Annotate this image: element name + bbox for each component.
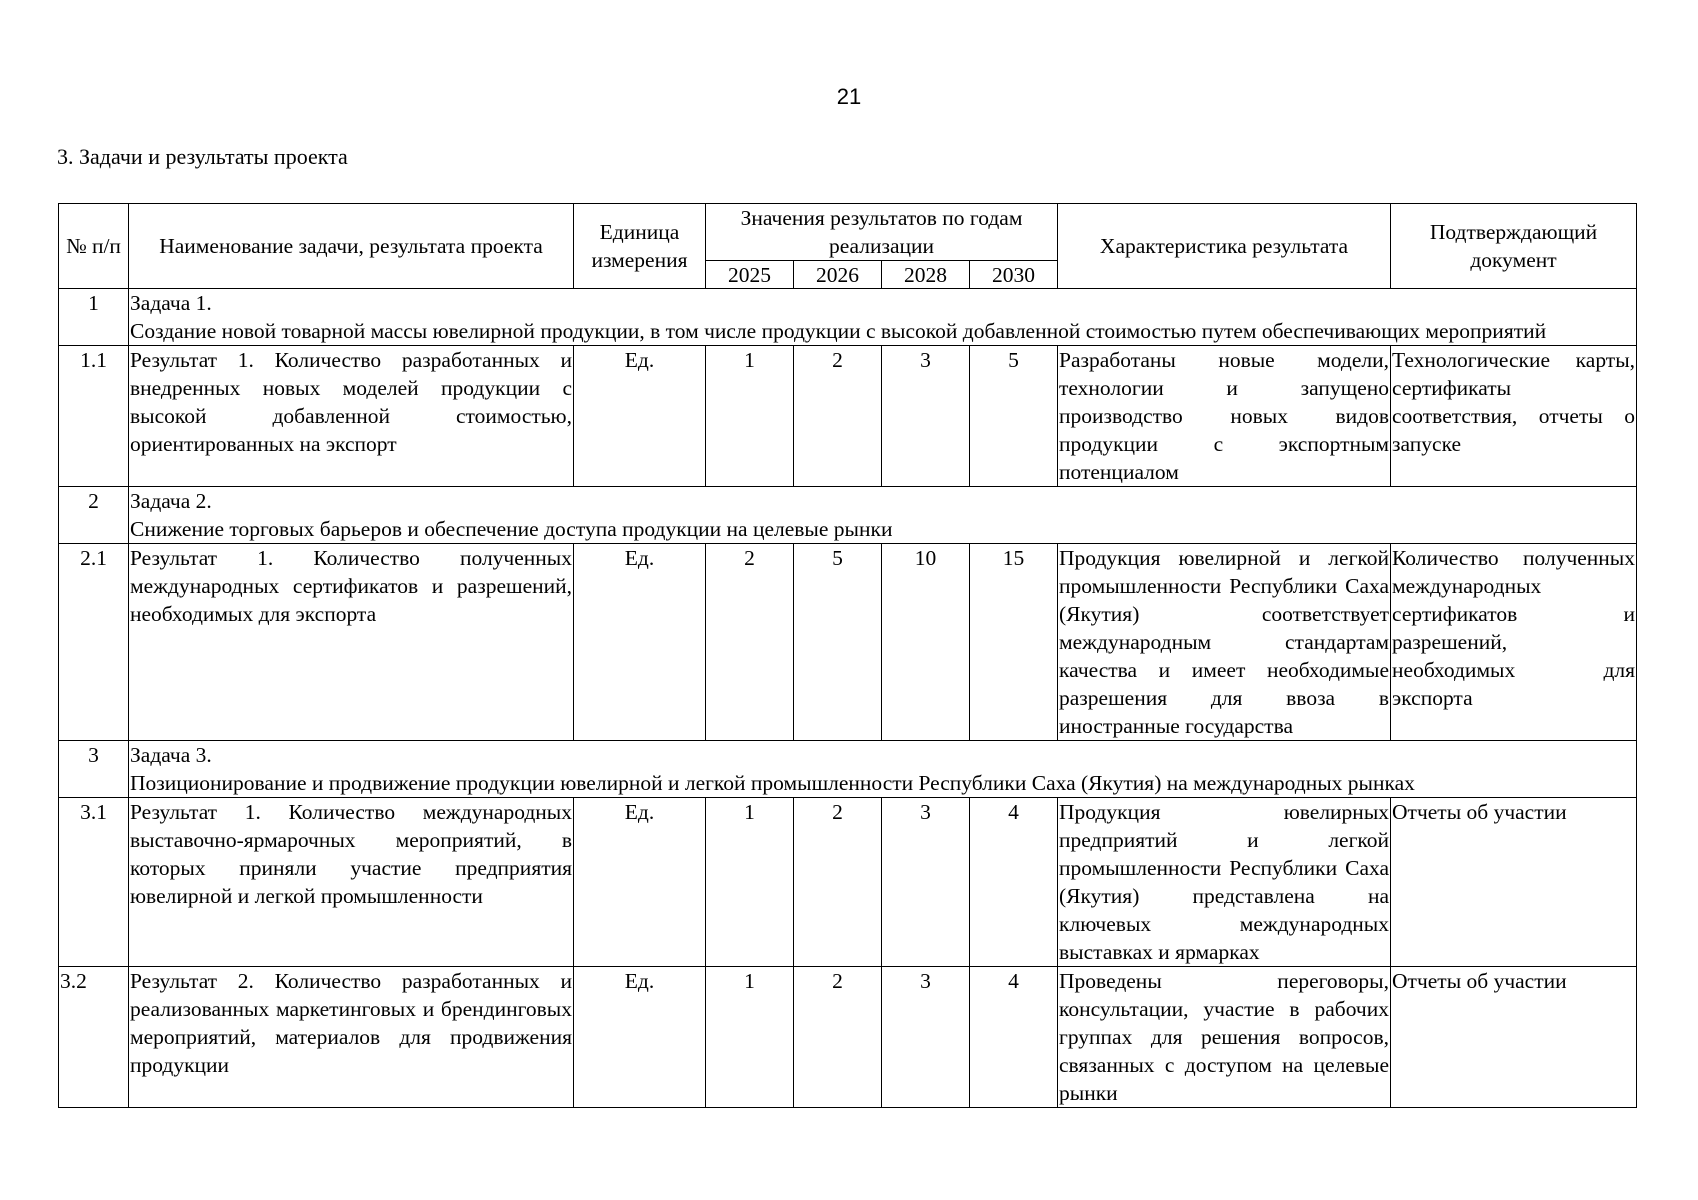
- header-num: № п/п: [59, 204, 129, 289]
- task-description: Снижение торговых барьеров и обеспечение доступа продукции на целевые рынки: [130, 517, 893, 541]
- header-year: 2030: [970, 261, 1058, 289]
- result-unit: Ед.: [574, 544, 706, 741]
- task-num: 1: [59, 289, 129, 346]
- result-num: 3.2: [59, 967, 129, 1108]
- result-characteristic: Продукция ювелирной и легкой промышленности Республики Саха (Якутия) соответствует международным стандартам качества и имеет необходимые разрешения для ввоза в иностранные государства: [1058, 544, 1391, 741]
- header-name: Наименование задачи, результата проекта: [129, 204, 574, 289]
- section-title: 3. Задачи и результаты проекта: [57, 144, 348, 169]
- results-table: [58, 203, 1637, 1108]
- result-value-2026: 2: [794, 346, 882, 487]
- result-value-2026: 5: [794, 544, 882, 741]
- task-row: [59, 289, 1637, 346]
- result-value-2025: 1: [706, 798, 794, 967]
- result-characteristic: Разработаны новые модели, технологии и запущено производство новых видов продукции с экспортным потенциалом: [1058, 346, 1391, 487]
- task-num: 3: [59, 741, 129, 798]
- result-document: Отчеты об участии: [1391, 967, 1637, 1108]
- result-row: [59, 967, 1637, 1108]
- result-value-2028: 3: [882, 798, 970, 967]
- result-value-2026: 2: [794, 967, 882, 1108]
- task-cell: [129, 741, 1637, 798]
- header-year: 2025: [706, 261, 794, 289]
- result-value-2026: 2: [794, 798, 882, 967]
- result-unit: Ед.: [574, 346, 706, 487]
- task-title: Задача 1.: [130, 291, 212, 315]
- result-unit: Ед.: [574, 967, 706, 1108]
- result-row: [59, 544, 1637, 741]
- result-value-2028: 3: [882, 967, 970, 1108]
- result-unit: Ед.: [574, 798, 706, 967]
- task-title: Задача 2.: [130, 489, 212, 513]
- result-row: [59, 346, 1637, 487]
- result-value-2028: 10: [882, 544, 970, 741]
- result-value-2030: 15: [970, 544, 1058, 741]
- result-row: [59, 798, 1637, 967]
- result-name: Результат 1. Количество полученных международных сертификатов и разрешений, необходимых для экспорта: [129, 544, 574, 741]
- task-row: [59, 741, 1637, 798]
- result-name: Результат 1. Количество разработанных и внедренных новых моделей продукции с высокой добавленной стоимостью, ориентированных на экспорт: [129, 346, 574, 487]
- result-document: Отчеты об участии: [1391, 798, 1637, 967]
- header-unit: Единица измерения: [574, 204, 706, 289]
- result-value-2028: 3: [882, 346, 970, 487]
- header-year: 2028: [882, 261, 970, 289]
- header-document: Подтверждающий документ: [1391, 204, 1637, 289]
- result-document: Количество полученных международных сертификатов и разрешений, необходимых для экспорта: [1391, 544, 1637, 741]
- result-characteristic: Проведены переговоры, консультации, участие в рабочих группах для решения вопросов, связанных с доступом на целевые рынки: [1058, 967, 1391, 1108]
- result-value-2030: 4: [970, 967, 1058, 1108]
- result-value-2030: 5: [970, 346, 1058, 487]
- header-values-group: Значения результатов по годам реализации: [706, 204, 1058, 261]
- task-cell: [129, 487, 1637, 544]
- task-row: [59, 487, 1637, 544]
- task-description: Позиционирование и продвижение продукции ювелирной и легкой промышленности Республики Саха (Якутия) на международных рынках: [130, 771, 1415, 795]
- task-title: Задача 3.: [130, 743, 212, 767]
- result-document: Технологические карты, сертификаты соответствия, отчеты о запуске: [1391, 346, 1637, 487]
- result-name: Результат 1. Количество международных выставочно-ярмарочных мероприятий, в которых приняли участие предприятия ювелирной и легкой промышленности: [129, 798, 574, 967]
- result-value-2025: 1: [706, 967, 794, 1108]
- result-value-2025: 2: [706, 544, 794, 741]
- result-value-2025: 1: [706, 346, 794, 487]
- header-year: 2026: [794, 261, 882, 289]
- table-header: [59, 204, 1637, 289]
- page-number: 21: [836, 84, 862, 109]
- result-value-2030: 4: [970, 798, 1058, 967]
- result-characteristic: Продукция ювелирных предприятий и легкой промышленности Республики Саха (Якутия) представлена на ключевых международных выставках и ярмарках: [1058, 798, 1391, 967]
- task-description: Создание новой товарной массы ювелирной продукции, в том числе продукции с высокой добавленной стоимостью путем обеспечивающих мероприятий: [130, 319, 1547, 343]
- task-cell: [129, 289, 1637, 346]
- task-num: 2: [59, 487, 129, 544]
- header-characteristic: Характеристика результата: [1058, 204, 1391, 289]
- result-name: Результат 2. Количество разработанных и реализованных маркетинговых и брендинговых мероприятий, материалов для продвижения продукции: [129, 967, 574, 1108]
- result-num: 1.1: [59, 346, 129, 487]
- result-num: 3.1: [59, 798, 129, 967]
- result-num: 2.1: [59, 544, 129, 741]
